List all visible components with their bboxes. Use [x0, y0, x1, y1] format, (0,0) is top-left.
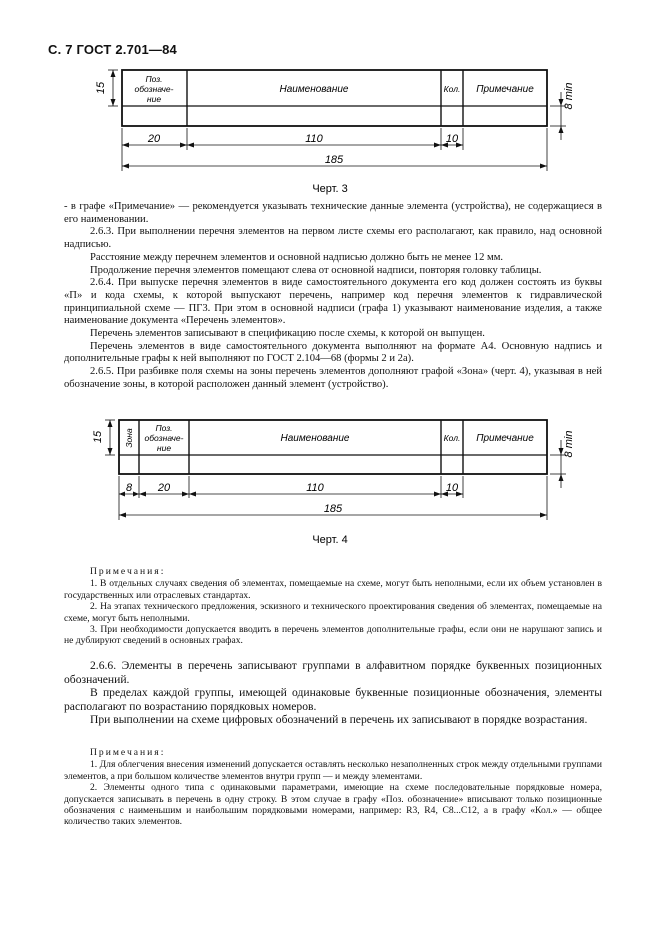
note-item: 3. При необходимости допускается вводить в перечень элементов дополнительные графы, если они не нарушают запись и не дублируют сведений в основных графах. — [64, 624, 602, 647]
figure-3-header-poz-line1: Поз. — [145, 74, 163, 84]
figure-3-dim-row-height: 15 — [95, 81, 107, 95]
paragraph: Перечень элементов записывают в спецификацию после схемы, к которой он выпущен. — [90, 328, 485, 340]
figure-3-header-poz-line2: обозначе- — [134, 84, 174, 94]
figure-3-dim-col-poz: 20 — [147, 133, 161, 145]
figure-4-dim-col-poz: 20 — [157, 482, 171, 494]
figure-4-header-zone: Зона — [124, 428, 134, 448]
figure-4-dim-col-zone: 8 — [125, 482, 133, 494]
figure-3-header-qty: Кол. — [443, 84, 461, 94]
figure-3-dim-col-name: 110 — [305, 133, 323, 145]
figure-4-dim-min-row: 8 min — [563, 430, 575, 458]
paragraph: Расстояние между перечнем элементов и основной надписью должно быть не менее 12 мм. — [90, 251, 504, 263]
note-item: 1. В отдельных случаях сведения об элементах, помещаемые на схеме, могут быть неполными, если их объем установлен в государственных или отраслевых стандартах. — [64, 578, 602, 601]
figure-4-header-poz-line1: Поз. — [155, 423, 173, 433]
figure-4-caption: Черт. 4 — [312, 534, 348, 546]
figure-4-dim-row-height: 15 — [92, 430, 104, 444]
paragraph: - в графе «Примечание» — рекомендуется указывать технические данные элемента (устройства), не содержащиеся в его наименовании. — [64, 201, 602, 225]
figure-3-header-note: Примечание — [476, 84, 534, 95]
note-item: 2. Элементы одного типа с одинаковыми параметрами, имеющие на схеме последовательные порядковые номера, допускается записывать в перечень в одну строку. В этом случае в графу «Поз. обозначение» вписывают только позиционные обозначения с наименьшим и наибольшим порядковыми номерами, например: R3, R4, C8...C12, а в графу «Кол.» — общее количество таких элементов. — [64, 782, 602, 828]
figure-4-header-name: Наименование — [280, 433, 350, 444]
paragraph: 2.6.5. При разбивке поля схемы на зоны перечень элементов дополняют графой «Зона» (черт. 4), указывая в ней обозначение зоны, в которой расположен данный элемент (устройство). — [64, 366, 602, 390]
figure-3-header-poz-line3: ние — [146, 94, 162, 104]
notes-title: Примечания: — [90, 747, 166, 758]
paragraph: Перечень элементов в виде самостоятельного документа выполняют на формате А4. Основную надпись и дополнительные графы к ней выполняют по ГОСТ 2.104—68 (формы 2 и 2а). — [64, 340, 602, 365]
figure-3-frame — [122, 70, 547, 126]
figure-4-table-drawing — [0, 410, 661, 555]
paragraph: 2.6.4. При выпуске перечня элементов в виде самостоятельного документа его код должен состоять из буквы «П» и кода схемы, к которой выпускают перечень, например код перечня элементов к гидравлической принципиальной схеме — ПГ3. При этом в основной надписи (графа 1) указывают наименование изделия, а также наименование документа «Перечень элементов». — [64, 277, 602, 327]
figure-4-frame — [119, 420, 547, 474]
paragraph: 2.6.3. При выполнении перечня элементов на первом листе схемы его располагают, как правило, над основной надписью. — [64, 226, 602, 251]
body-text-2 — [64, 659, 602, 727]
paragraph: 2.6.6. Элементы в перечень записывают группами в алфавитном порядке буквенных позиционных обозначений. — [64, 659, 602, 686]
body-text-1 — [64, 201, 602, 392]
figure-3-header-name: Наименование — [279, 84, 349, 95]
figure-3-dim-min-row: 8 min — [563, 82, 575, 110]
figure-3-table-drawing — [0, 0, 661, 200]
figure-4-header-note: Примечание — [476, 433, 534, 444]
figure-4-dim-total: 185 — [323, 503, 343, 515]
page-header: С. 7 ГОСТ 2.701—84 — [48, 42, 177, 57]
figure-3-dim-total: 185 — [324, 154, 344, 166]
figure-4-dim-col-qty: 10 — [445, 482, 459, 494]
notes-block-1 — [64, 566, 602, 647]
note-item: 2. На этапах технического предложения, эскизного и технического проектирования сведения об элементах, помещаемые на схеме, могут быть неполными. — [64, 601, 602, 624]
paragraph: Продолжение перечня элементов помещают слева от основной надписи, повторяя головку таблицы. — [90, 264, 542, 276]
figure-4-header-poz-line2: обозначе- — [144, 433, 184, 443]
figure-3-dim-col-qty: 10 — [445, 133, 459, 145]
figure-4-dim-col-name: 110 — [306, 482, 324, 494]
figure-4-header-poz-line3: ние — [156, 443, 172, 453]
figure-3-caption: Черт. 3 — [312, 183, 348, 195]
notes-title: Примечания: — [90, 566, 166, 577]
note-item: 1. Для облегчения внесения изменений допускается оставлять несколько незаполненных строк между отдельными группами элементов, а при большом количестве элементов внутри групп — и между элементами. — [64, 759, 602, 782]
figure-4-header-qty: Кол. — [443, 433, 461, 443]
paragraph: В пределах каждой группы, имеющей одинаковые буквенные позиционные обозначения, элементы располагают по возрастанию порядковых номеров. — [64, 686, 602, 713]
notes-block-2 — [64, 747, 602, 828]
paragraph: При выполнении на схеме цифровых обозначений в перечень их записывают в порядке возрастания. — [90, 713, 588, 727]
